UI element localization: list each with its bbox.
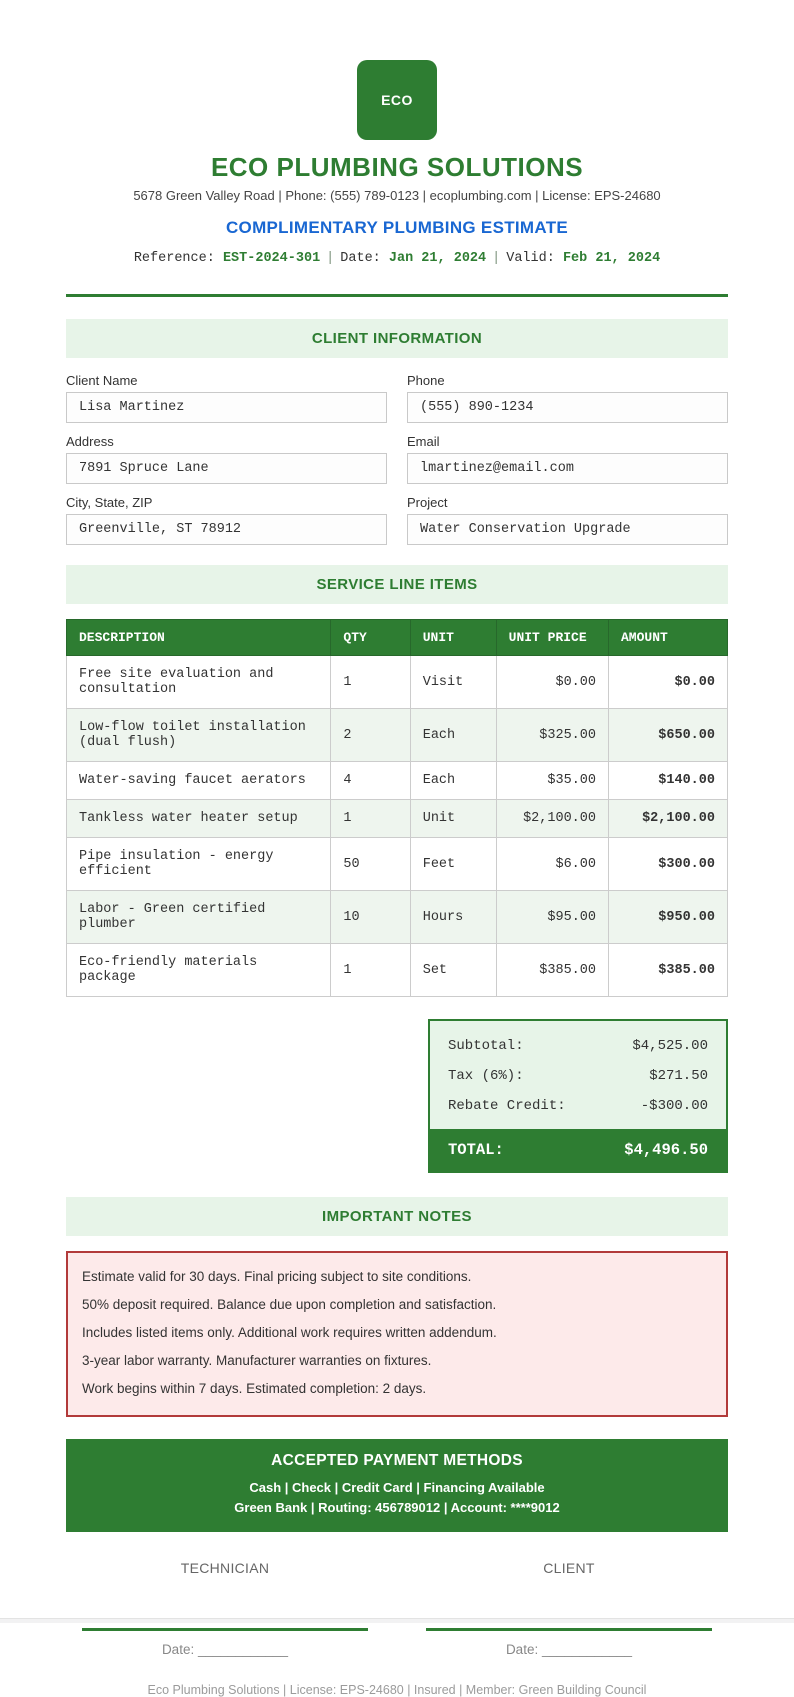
cell-description: Free site evaluation and consultation <box>67 656 331 709</box>
footer-text: Eco Plumbing Solutions | License: EPS-24680 | Insured | Member: Green Building Council <box>147 1683 647 1697</box>
cell-unit: Hours <box>410 891 496 944</box>
technician-date-field: Date: ____________ <box>161 1642 289 1658</box>
cell-unit-price: $6.00 <box>496 838 608 891</box>
valid-label: Valid: <box>506 251 555 266</box>
company-contact-line: 5678 Green Valley Road | Phone: (555) 789-0123 | ecoplumbing.com | License: EPS-24680 <box>133 188 661 203</box>
totals-rows <box>430 1021 726 1129</box>
cell-amount: $385.00 <box>609 944 728 997</box>
totals-row <box>430 1091 726 1121</box>
cell-description: Low-flow toilet installation (dual flush) <box>67 709 331 762</box>
cell-qty: 1 <box>331 944 410 997</box>
cell-unit-price: $35.00 <box>496 762 608 800</box>
cell-unit: Each <box>410 709 496 762</box>
field-value-box[interactable]: Lisa Martinez <box>66 392 387 423</box>
totals-row <box>430 1031 726 1061</box>
field-label: Project <box>407 495 448 510</box>
cell-unit: Unit <box>410 800 496 838</box>
cell-unit: Visit <box>410 656 496 709</box>
cell-amount: $300.00 <box>609 838 728 891</box>
column-header: QTY <box>331 620 410 656</box>
cell-unit-price: $325.00 <box>496 709 608 762</box>
cell-unit-price: $385.00 <box>496 944 608 997</box>
date-value: Jan 21, 2024 <box>388 251 487 266</box>
field-label: City, State, ZIP <box>66 495 153 510</box>
cell-unit: Feet <box>410 838 496 891</box>
technician-signature-line <box>82 1628 368 1631</box>
totals-row <box>430 1061 726 1091</box>
table-row <box>67 891 728 944</box>
cell-qty: 10 <box>331 891 410 944</box>
reference-label: Reference: <box>133 251 215 266</box>
cell-amount: $950.00 <box>609 891 728 944</box>
company-logo <box>357 60 437 140</box>
field-label: Email <box>407 434 440 449</box>
cell-qty: 2 <box>331 709 410 762</box>
totals-box <box>428 1019 728 1173</box>
field-value-box[interactable]: lmartinez@email.com <box>407 453 728 484</box>
reference-line <box>66 251 728 266</box>
cell-unit: Set <box>410 944 496 997</box>
column-header: UNIT PRICE <box>496 620 608 656</box>
payment-methods-line2: Green Bank | Routing: 456789012 | Account: ****9012 <box>234 1500 560 1516</box>
cell-unit: Each <box>410 762 496 800</box>
client-signature-block <box>426 1560 712 1657</box>
section-important-notes: IMPORTANT NOTES <box>66 1197 728 1236</box>
payment-methods-title: ACCEPTED PAYMENT METHODS <box>271 1452 523 1469</box>
client-field <box>407 373 728 423</box>
note-line: 3-year labor warranty. Manufacturer warranties on fixtures. <box>82 1353 432 1368</box>
company-name: ECO PLUMBING SOLUTIONS <box>210 152 584 182</box>
field-label: Phone <box>407 373 445 388</box>
client-field <box>66 495 387 545</box>
signature-area <box>66 1560 728 1657</box>
client-field <box>407 434 728 484</box>
grand-total-value: $4,496.50 <box>624 1141 708 1159</box>
reference-value: EST-2024-301 <box>222 251 321 266</box>
technician-label: TECHNICIAN <box>180 1560 270 1577</box>
page-bottom-edge <box>0 1618 794 1623</box>
payment-methods-box <box>66 1439 728 1532</box>
client-date-field: Date: ____________ <box>505 1642 633 1658</box>
table-row <box>67 656 728 709</box>
logo-text: ECO <box>381 92 413 108</box>
totals-value: -$300.00 <box>640 1098 708 1114</box>
column-header: DESCRIPTION <box>67 620 331 656</box>
cell-description: Tankless water heater setup <box>67 800 331 838</box>
line-items-table <box>66 619 728 997</box>
totals-label: Subtotal: <box>448 1038 524 1054</box>
totals-value: $4,525.00 <box>632 1038 708 1054</box>
cell-description: Eco-friendly materials package <box>67 944 331 997</box>
cell-qty: 4 <box>331 762 410 800</box>
notes-section <box>66 1197 728 1417</box>
date-label: Date: <box>340 251 381 266</box>
cell-qty: 50 <box>331 838 410 891</box>
section-service-line-items: SERVICE LINE ITEMS <box>66 565 728 604</box>
cell-amount: $140.00 <box>609 762 728 800</box>
cell-qty: 1 <box>331 656 410 709</box>
client-field <box>66 373 387 423</box>
table-row <box>67 762 728 800</box>
valid-value: Feb 21, 2024 <box>562 251 661 266</box>
grand-total-label: TOTAL: <box>448 1141 504 1159</box>
estimate-title: COMPLIMENTARY PLUMBING ESTIMATE <box>225 218 569 237</box>
client-fields-grid <box>66 373 728 545</box>
note-line: Includes listed items only. Additional work requires written addendum. <box>82 1325 497 1340</box>
totals-label: Tax (6%): <box>448 1068 524 1084</box>
totals-value: $271.50 <box>649 1068 708 1084</box>
cell-qty: 1 <box>331 800 410 838</box>
note-line: 50% deposit required. Balance due upon completion and satisfaction. <box>82 1297 497 1312</box>
cell-amount: $650.00 <box>609 709 728 762</box>
field-value-box[interactable]: Water Conservation Upgrade <box>407 514 728 545</box>
line-items-tbody <box>67 656 728 997</box>
cell-description: Pipe insulation - energy efficient <box>67 838 331 891</box>
client-label: CLIENT <box>543 1560 595 1577</box>
note-line: Estimate valid for 30 days. Final pricing subject to site conditions. <box>82 1269 472 1284</box>
column-header: AMOUNT <box>609 620 728 656</box>
cell-description: Water-saving faucet aerators <box>67 762 331 800</box>
field-value-box[interactable]: (555) 890-1234 <box>407 392 728 423</box>
cell-unit-price: $95.00 <box>496 891 608 944</box>
field-label: Client Name <box>66 373 138 388</box>
column-header: UNIT <box>410 620 496 656</box>
separator: | <box>326 251 335 266</box>
payment-methods-line1: Cash | Check | Credit Card | Financing Available <box>249 1480 545 1495</box>
note-line: Work begins within 7 days. Estimated completion: 2 days. <box>82 1381 427 1396</box>
table-row <box>67 944 728 997</box>
cell-amount: $2,100.00 <box>609 800 728 838</box>
field-label: Address <box>66 434 114 449</box>
grand-total-row <box>430 1129 726 1171</box>
totals-label: Rebate Credit: <box>448 1098 566 1114</box>
table-row <box>67 800 728 838</box>
client-field <box>66 434 387 484</box>
field-value-box[interactable]: Greenville, ST 78912 <box>66 514 387 545</box>
table-header-row <box>67 620 728 656</box>
cell-unit-price: $0.00 <box>496 656 608 709</box>
client-field <box>407 495 728 545</box>
notes-box <box>66 1251 728 1417</box>
table-row <box>67 838 728 891</box>
field-value-box[interactable]: 7891 Spruce Lane <box>66 453 387 484</box>
cell-amount: $0.00 <box>609 656 728 709</box>
technician-signature-block <box>82 1560 368 1657</box>
cell-description: Labor - Green certified plumber <box>67 891 331 944</box>
separator: | <box>492 251 501 266</box>
client-signature-line <box>426 1628 712 1631</box>
header-divider <box>66 294 728 297</box>
cell-unit-price: $2,100.00 <box>496 800 608 838</box>
table-row <box>67 709 728 762</box>
section-client-information: CLIENT INFORMATION <box>66 319 728 358</box>
